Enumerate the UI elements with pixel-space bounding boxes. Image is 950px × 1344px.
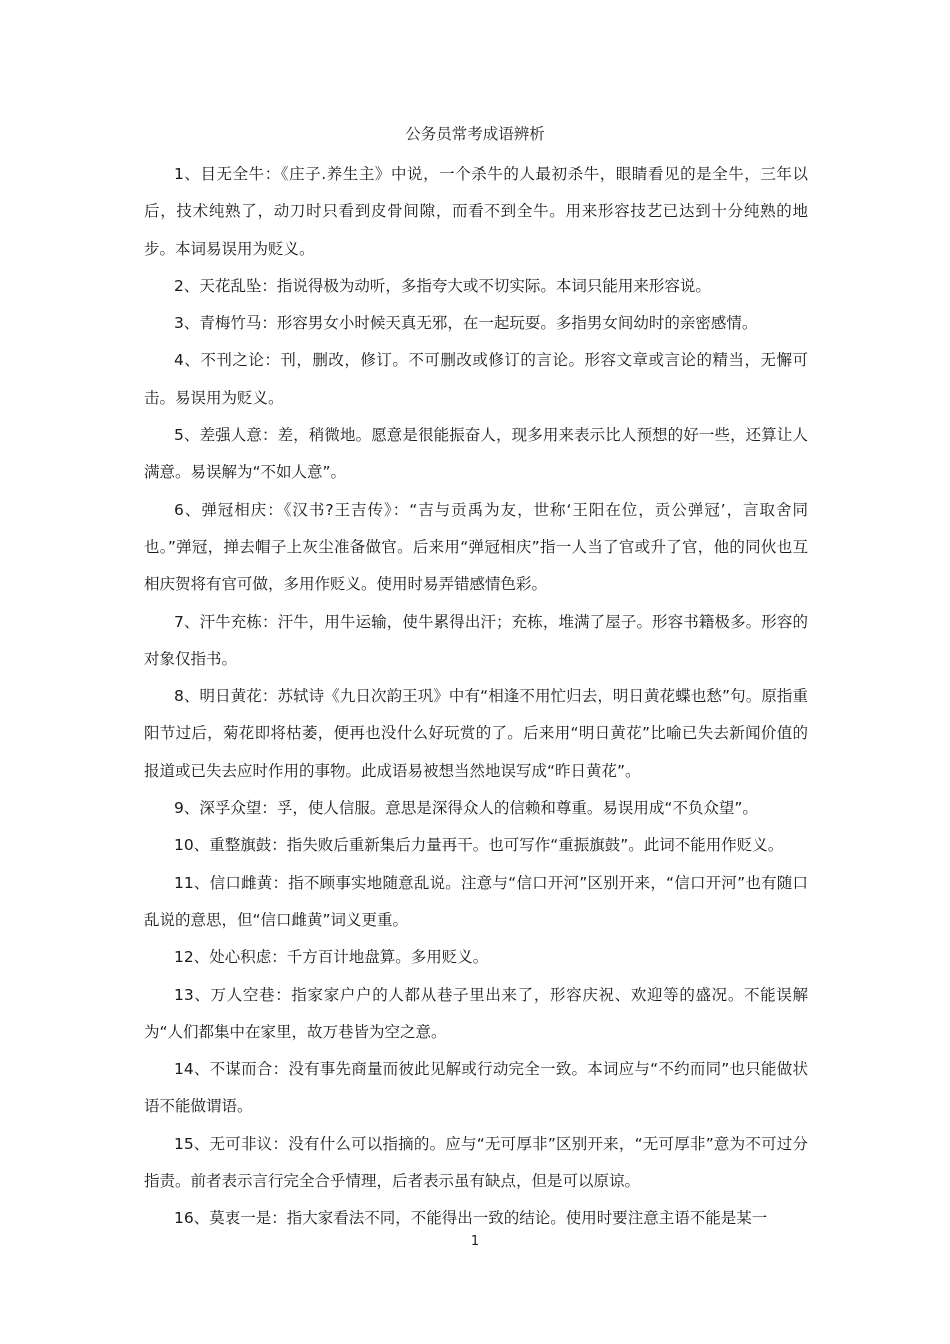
idiom-entry-5: 5、差强人意：差，稍微地。愿意是很能振奋人，现多用来表示比人预想的好一些，还算让人满意。易误解为“不如人意”。 [144, 426, 808, 482]
document-title: 公务员常考成语辨析 [405, 125, 545, 143]
idiom-entry-3: 3、青梅竹马：形容男女小时候天真无邪，在一起玩耍。多指男女间幼时的亲密感情。 [174, 314, 758, 333]
idiom-entry-8: 8、明日黄花：苏轼诗《九日次韵王巩》中有“相逢不用忙归去，明日黄花蝶也愁”句。原指重阳节过后，菊花即将枯萎，便再也没什么好玩赏的了。后来用“明日黄花”比喻已失去新闻价值的报道或已失去应时作用的事物。此成语易被想当然地误写成“昨日黄花”。 [144, 687, 808, 780]
idiom-entry-15: 15、无可非议：没有什么可以指摘的。应与“无可厚非”区别开来，“无可厚非”意为不可过分指责。前者表示言行完全合乎情理，后者表示虽有缺点，但是可以原谅。 [144, 1134, 808, 1191]
idiom-entry-13: 13、万人空巷：指家家户户的人都从巷子里出来了，形容庆祝、欢迎等的盛况。不能误解为“人们都集中在家里，故万巷皆为空之意。 [144, 985, 808, 1041]
idiom-entry-14: 14、不谋而合：没有事先商量而彼此见解或行动完全一致。本词应与“不约而同”也只能做状语不能做谓语。 [144, 1060, 808, 1116]
idiom-entry-1: 1、目无全牛：《庄子.养生主》中说，一个杀牛的人最初杀牛，眼睛看见的是全牛，三年以后，技术纯熟了，动刀时只看到皮骨间隙，而看不到全牛。用来形容技艺已达到十分纯熟的地步。本词易误用为贬义。 [144, 165, 808, 258]
idiom-entry-9: 9、深孚众望：孚，使人信服。意思是深得众人的信赖和尊重。易误用成“不负众望”。 [174, 799, 758, 818]
idiom-entry-4: 4、不刊之论：刊，删改，修订。不可删改或修订的言论。形容文章或言论的精当，无懈可击。易误用为贬义。 [144, 351, 808, 407]
idiom-entry-16: 16、莫衷一是：指大家看法不同，不能得出一致的结论。使用时要注意主语不能是某一 [174, 1209, 768, 1228]
idiom-entry-11: 11、信口雌黄：指不顾事实地随意乱说。注意与“信口开河”区别开来，“信口开河”也有随口乱说的意思，但“信口雌黄”词义更重。 [144, 873, 808, 929]
idiom-entry-12: 12、处心积虑：千方百计地盘算。多用贬义。 [174, 948, 489, 967]
idiom-entry-10: 10、重整旗鼓：指失败后重新集后力量再干。也可写作“重振旗鼓”。此词不能用作贬义。 [174, 836, 784, 855]
page-number: 1 [470, 1234, 480, 1249]
idiom-entry-2: 2、天花乱坠：指说得极为动听，多指夸大或不切实际。本词只能用来形容说。 [174, 276, 711, 295]
idiom-entry-7: 7、汗牛充栋：汗牛，用牛运输，使牛累得出汗；充栋，堆满了屋子。形容书籍极多。形容的对象仅指书。 [144, 612, 808, 668]
document-body [144, 156, 808, 1238]
idiom-entry-6: 6、弹冠相庆：《汉书?王吉传》：“吉与贡禹为友，世称‘王阳在位，贡公弹冠’，言取舍同也。”弹冠，掸去帽子上灰尘准备做官。后来用“弹冠相庆”指一人当了官或升了官，他的同伙也互相庆贺将有官可做，多用作贬义。使用时易弄错感情色彩。 [144, 500, 808, 594]
